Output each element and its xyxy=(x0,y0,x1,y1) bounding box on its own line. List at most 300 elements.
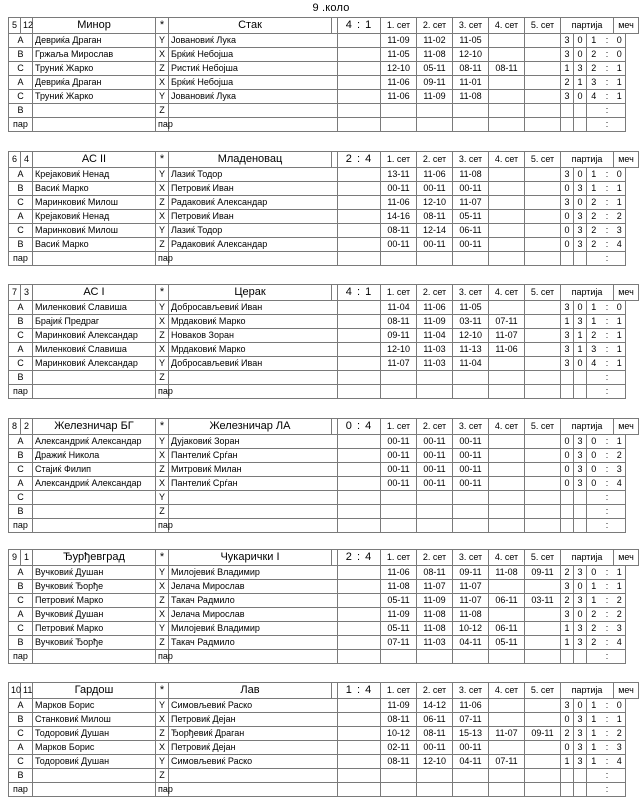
home-player xyxy=(33,385,156,399)
away-position: Z xyxy=(156,463,169,477)
spacer-cell xyxy=(338,713,381,727)
game-row xyxy=(9,48,639,62)
set-score xyxy=(489,650,525,664)
game-row xyxy=(9,385,639,399)
game-row xyxy=(9,343,639,357)
column-header: партија xyxy=(561,152,614,168)
match-running-away: 1 xyxy=(614,90,626,104)
match-running-away: 0 xyxy=(614,301,626,315)
match-running-home: 1 xyxy=(587,713,601,727)
colon: : xyxy=(601,104,614,118)
match-score: 4 : 1 xyxy=(338,18,381,34)
set-score xyxy=(525,755,561,769)
column-header: 2. сет xyxy=(417,550,453,566)
games-lost: 3 xyxy=(574,622,587,636)
games-lost: 3 xyxy=(574,210,587,224)
match-running-home xyxy=(587,252,601,266)
set-score xyxy=(525,622,561,636)
games-won: 3 xyxy=(561,580,574,594)
set-score xyxy=(525,519,561,533)
game-row xyxy=(9,741,639,755)
set-score: 08-11 xyxy=(417,566,453,580)
home-number: 3 xyxy=(21,285,33,301)
game-row xyxy=(9,62,639,76)
match-running-home xyxy=(587,505,601,519)
set-score: 10-12 xyxy=(381,727,417,741)
table-number: 8 xyxy=(9,419,21,435)
column-header: 5. сет xyxy=(525,18,561,34)
column-header: 4. сет xyxy=(489,683,525,699)
match-running-away: 0 xyxy=(614,48,626,62)
set-score: 11-06 xyxy=(381,76,417,90)
set-score: 11-07 xyxy=(381,357,417,371)
set-score: 15-13 xyxy=(453,727,489,741)
set-score xyxy=(417,783,453,797)
match-header-row xyxy=(9,419,639,435)
column-header: 4. сет xyxy=(489,419,525,435)
set-score xyxy=(489,477,525,491)
match-score: 4 : 1 xyxy=(338,285,381,301)
games-lost: 3 xyxy=(574,435,587,449)
set-score xyxy=(417,371,453,385)
set-score xyxy=(453,118,489,132)
away-player xyxy=(169,505,338,519)
away-player: Радаковиќ Александар xyxy=(169,196,338,210)
colon: : xyxy=(601,594,614,608)
game-row xyxy=(9,727,639,741)
game-row xyxy=(9,224,639,238)
set-score xyxy=(453,491,489,505)
away-player: Дујаковиќ Зоран xyxy=(169,435,338,449)
away-player: Милојевиќ Владимир xyxy=(169,622,338,636)
home-position: B xyxy=(9,580,33,594)
match-running-away xyxy=(614,371,626,385)
away-position: Y xyxy=(156,622,169,636)
games-lost: 3 xyxy=(574,62,587,76)
spacer-cell xyxy=(338,505,381,519)
away-position: X xyxy=(156,210,169,224)
match-running-home: 1 xyxy=(587,594,601,608)
match-running-home: 1 xyxy=(587,168,601,182)
games-lost: 3 xyxy=(574,238,587,252)
game-row xyxy=(9,463,639,477)
set-score xyxy=(417,252,453,266)
match-running-away xyxy=(614,519,626,533)
set-score xyxy=(489,741,525,755)
colon: : xyxy=(601,477,614,491)
home-player xyxy=(33,650,156,664)
set-score xyxy=(453,650,489,664)
set-score: 00-11 xyxy=(453,463,489,477)
set-score: 09-11 xyxy=(525,727,561,741)
set-score xyxy=(525,783,561,797)
set-score: 11-04 xyxy=(381,301,417,315)
column-header: 1. сет xyxy=(381,419,417,435)
home-position: C xyxy=(9,727,33,741)
away-player xyxy=(169,252,338,266)
away-position: X xyxy=(156,608,169,622)
home-position: A xyxy=(9,210,33,224)
set-score: 07-11 xyxy=(489,755,525,769)
games-lost: 3 xyxy=(574,463,587,477)
spacer-cell xyxy=(338,769,381,783)
column-header: 3. сет xyxy=(453,18,489,34)
spacer-cell xyxy=(338,727,381,741)
away-position: X xyxy=(156,477,169,491)
games-won: 1 xyxy=(561,636,574,650)
set-score xyxy=(489,769,525,783)
away-position: Z xyxy=(156,594,169,608)
column-header: партија xyxy=(561,550,614,566)
column-header: 1. сет xyxy=(381,683,417,699)
match-running-away: 3 xyxy=(614,224,626,238)
games-won: 2 xyxy=(561,594,574,608)
set-score: 11-06 xyxy=(489,343,525,357)
spacer-cell xyxy=(338,34,381,48)
game-row xyxy=(9,769,639,783)
game-row xyxy=(9,182,639,196)
game-row xyxy=(9,505,639,519)
away-player: Ристиќ Небојша xyxy=(169,62,338,76)
home-team: Минор xyxy=(33,18,156,34)
home-position: B xyxy=(9,182,33,196)
column-header: 2. сет xyxy=(417,152,453,168)
games-won: 3 xyxy=(561,699,574,713)
game-row xyxy=(9,357,639,371)
games-lost xyxy=(574,650,587,664)
home-player: Маринковиќ Александар xyxy=(33,329,156,343)
games-lost xyxy=(574,118,587,132)
set-score xyxy=(489,491,525,505)
away-player: Пантелиќ Срѓан xyxy=(169,449,338,463)
home-team: Гардош xyxy=(33,683,156,699)
match-table xyxy=(8,284,639,399)
match-running-home: 1 xyxy=(587,727,601,741)
away-position: X xyxy=(156,449,169,463)
separator: * xyxy=(156,18,169,34)
home-position: C xyxy=(9,62,33,76)
home-player: Васиќ Марко xyxy=(33,182,156,196)
away-position: Y xyxy=(156,224,169,238)
match-running-away: 1 xyxy=(614,713,626,727)
away-position: X xyxy=(156,580,169,594)
spacer-cell xyxy=(338,62,381,76)
home-position: C xyxy=(9,90,33,104)
games-won: 0 xyxy=(561,477,574,491)
set-score xyxy=(525,76,561,90)
set-score xyxy=(489,371,525,385)
separator: * xyxy=(156,550,169,566)
column-header: меч xyxy=(614,550,639,566)
set-score: 07-11 xyxy=(489,315,525,329)
set-score: 05-11 xyxy=(381,594,417,608)
set-score xyxy=(489,182,525,196)
away-position: Z xyxy=(156,238,169,252)
away-player: Симовљевиќ Раско xyxy=(169,699,338,713)
set-score xyxy=(489,385,525,399)
set-score xyxy=(417,650,453,664)
table-number: 7 xyxy=(9,285,21,301)
set-score: 08-11 xyxy=(489,62,525,76)
match-running-away: 3 xyxy=(614,741,626,755)
game-row xyxy=(9,252,639,266)
game-row xyxy=(9,196,639,210)
set-score xyxy=(489,252,525,266)
column-header: меч xyxy=(614,419,639,435)
set-score xyxy=(525,385,561,399)
home-player: Труниќ Жарко xyxy=(33,90,156,104)
colon: : xyxy=(601,636,614,650)
spacer-cell xyxy=(338,519,381,533)
match-running-home xyxy=(587,650,601,664)
match-running-away: 1 xyxy=(614,196,626,210)
away-player: Јовановиќ Лука xyxy=(169,34,338,48)
set-score: 11-03 xyxy=(417,636,453,650)
spacer-cell xyxy=(338,594,381,608)
column-header: меч xyxy=(614,285,639,301)
home-number: 12 xyxy=(21,18,33,34)
set-score xyxy=(489,301,525,315)
set-score: 09-11 xyxy=(453,566,489,580)
column-header: 4. сет xyxy=(489,18,525,34)
set-score: 06-11 xyxy=(453,224,489,238)
colon: : xyxy=(601,62,614,76)
games-won xyxy=(561,385,574,399)
home-player: Вучковиќ Душан xyxy=(33,608,156,622)
games-lost: 1 xyxy=(574,76,587,90)
home-position: пар xyxy=(9,650,33,664)
match-running-away xyxy=(614,252,626,266)
home-position: C xyxy=(9,755,33,769)
away-player: Лазиќ Тодор xyxy=(169,168,338,182)
set-score xyxy=(525,357,561,371)
colon: : xyxy=(601,224,614,238)
games-lost: 3 xyxy=(574,449,587,463)
game-row xyxy=(9,168,639,182)
away-position: X xyxy=(156,182,169,196)
home-player xyxy=(33,118,156,132)
set-score: 11-06 xyxy=(417,168,453,182)
home-player: Петровиќ Марко xyxy=(33,594,156,608)
set-score xyxy=(489,713,525,727)
games-lost: 0 xyxy=(574,357,587,371)
away-team: Церак xyxy=(169,285,332,301)
spacer-cell xyxy=(338,196,381,210)
game-row xyxy=(9,315,639,329)
away-player: Такач Радмило xyxy=(169,594,338,608)
home-number: 11 xyxy=(21,683,33,699)
match-running-home: 1 xyxy=(587,699,601,713)
game-row xyxy=(9,636,639,650)
spacer-cell xyxy=(338,301,381,315)
games-lost xyxy=(574,491,587,505)
game-row xyxy=(9,477,639,491)
home-position: C xyxy=(9,196,33,210)
set-score xyxy=(453,505,489,519)
match-score: 2 : 4 xyxy=(338,550,381,566)
set-score: 12-10 xyxy=(417,196,453,210)
games-lost: 1 xyxy=(574,343,587,357)
separator: * xyxy=(156,285,169,301)
set-score: 00-11 xyxy=(453,741,489,755)
colon: : xyxy=(601,755,614,769)
games-lost: 3 xyxy=(574,741,587,755)
home-player: Труниќ Жарко xyxy=(33,62,156,76)
set-score xyxy=(489,104,525,118)
home-player xyxy=(33,505,156,519)
spacer-cell xyxy=(338,435,381,449)
game-row xyxy=(9,301,639,315)
set-score xyxy=(489,435,525,449)
colon: : xyxy=(601,252,614,266)
column-header: 2. сет xyxy=(417,285,453,301)
colon: : xyxy=(601,580,614,594)
set-score: 09-11 xyxy=(525,566,561,580)
match-running-away: 1 xyxy=(614,580,626,594)
home-position: A xyxy=(9,608,33,622)
match-running-home: 2 xyxy=(587,62,601,76)
set-score xyxy=(489,48,525,62)
games-won: 0 xyxy=(561,210,574,224)
spacer-cell xyxy=(338,636,381,650)
games-won: 3 xyxy=(561,608,574,622)
set-score: 05-11 xyxy=(417,62,453,76)
games-won: 3 xyxy=(561,196,574,210)
set-score: 00-11 xyxy=(381,463,417,477)
home-position: C xyxy=(9,357,33,371)
set-score xyxy=(525,580,561,594)
away-player: Петровиќ Иван xyxy=(169,182,338,196)
column-header: 1. сет xyxy=(381,550,417,566)
spacer-cell xyxy=(338,76,381,90)
away-position: Y xyxy=(156,699,169,713)
games-lost xyxy=(574,505,587,519)
match-running-home: 1 xyxy=(587,34,601,48)
match-running-away: 4 xyxy=(614,477,626,491)
set-score xyxy=(381,650,417,664)
set-score xyxy=(525,168,561,182)
set-score xyxy=(525,769,561,783)
set-score: 11-08 xyxy=(381,580,417,594)
match-running-home: 4 xyxy=(587,357,601,371)
match-running-home xyxy=(587,371,601,385)
spacer-cell xyxy=(338,329,381,343)
games-won: 0 xyxy=(561,435,574,449)
away-position: X xyxy=(156,713,169,727)
home-player: Тодоровиќ Душан xyxy=(33,755,156,769)
home-position: B xyxy=(9,371,33,385)
set-score: 11-05 xyxy=(453,301,489,315)
colon: : xyxy=(601,463,614,477)
set-score: 07-11 xyxy=(381,636,417,650)
games-won: 0 xyxy=(561,238,574,252)
game-row xyxy=(9,491,639,505)
spacer-cell xyxy=(338,90,381,104)
set-score xyxy=(453,371,489,385)
set-score xyxy=(525,62,561,76)
match-running-away xyxy=(614,783,626,797)
set-score xyxy=(489,608,525,622)
match-score: 1 : 4 xyxy=(338,683,381,699)
set-score: 11-02 xyxy=(417,34,453,48)
match-running-away: 0 xyxy=(614,168,626,182)
match-running-away: 1 xyxy=(614,343,626,357)
match-running-home: 1 xyxy=(587,755,601,769)
set-score: 11-09 xyxy=(417,315,453,329)
set-score xyxy=(381,118,417,132)
match-header-row xyxy=(9,152,639,168)
home-position: A xyxy=(9,741,33,755)
spacer-cell xyxy=(338,699,381,713)
game-row xyxy=(9,104,639,118)
column-header: 4. сет xyxy=(489,285,525,301)
table-number: 6 xyxy=(9,152,21,168)
games-won: 0 xyxy=(561,741,574,755)
colon: : xyxy=(601,357,614,371)
match-running-away: 1 xyxy=(614,435,626,449)
game-row xyxy=(9,594,639,608)
away-position: X xyxy=(156,76,169,90)
away-player: Симовљевиќ Раско xyxy=(169,755,338,769)
column-header: партија xyxy=(561,18,614,34)
column-header: 4. сет xyxy=(489,550,525,566)
colon: : xyxy=(601,783,614,797)
set-score xyxy=(489,783,525,797)
away-player: Мрдаковиќ Марко xyxy=(169,315,338,329)
games-won xyxy=(561,505,574,519)
game-row xyxy=(9,210,639,224)
set-score xyxy=(417,118,453,132)
set-score: 11-07 xyxy=(417,580,453,594)
table-number: 5 xyxy=(9,18,21,34)
away-team: Чукарички I xyxy=(169,550,332,566)
match-running-home: 0 xyxy=(587,463,601,477)
home-position: A xyxy=(9,477,33,491)
colon: : xyxy=(601,650,614,664)
set-score: 11-09 xyxy=(417,594,453,608)
column-header: меч xyxy=(614,152,639,168)
home-position: A xyxy=(9,76,33,90)
set-score xyxy=(489,168,525,182)
away-position: пар xyxy=(156,783,169,797)
set-score xyxy=(417,519,453,533)
away-player xyxy=(169,519,338,533)
home-player: Вучковиќ Ђорђе xyxy=(33,636,156,650)
set-score xyxy=(525,477,561,491)
match-running-home: 2 xyxy=(587,210,601,224)
games-won: 1 xyxy=(561,315,574,329)
set-score: 12-10 xyxy=(453,48,489,62)
match-running-away: 2 xyxy=(614,727,626,741)
spacer-cell xyxy=(338,741,381,755)
column-header: меч xyxy=(614,18,639,34)
away-player xyxy=(169,371,338,385)
set-score xyxy=(525,741,561,755)
set-score xyxy=(489,699,525,713)
away-position: X xyxy=(156,343,169,357)
away-team: Лав xyxy=(169,683,332,699)
match-header-row xyxy=(9,285,639,301)
match-running-away xyxy=(614,118,626,132)
set-score: 00-11 xyxy=(381,477,417,491)
match-header-row xyxy=(9,18,639,34)
games-lost: 3 xyxy=(574,224,587,238)
away-player: Лазиќ Тодор xyxy=(169,224,338,238)
away-player xyxy=(169,491,338,505)
match-running-home: 1 xyxy=(587,741,601,755)
home-player: Стајиќ Филип xyxy=(33,463,156,477)
set-score: 00-11 xyxy=(417,435,453,449)
